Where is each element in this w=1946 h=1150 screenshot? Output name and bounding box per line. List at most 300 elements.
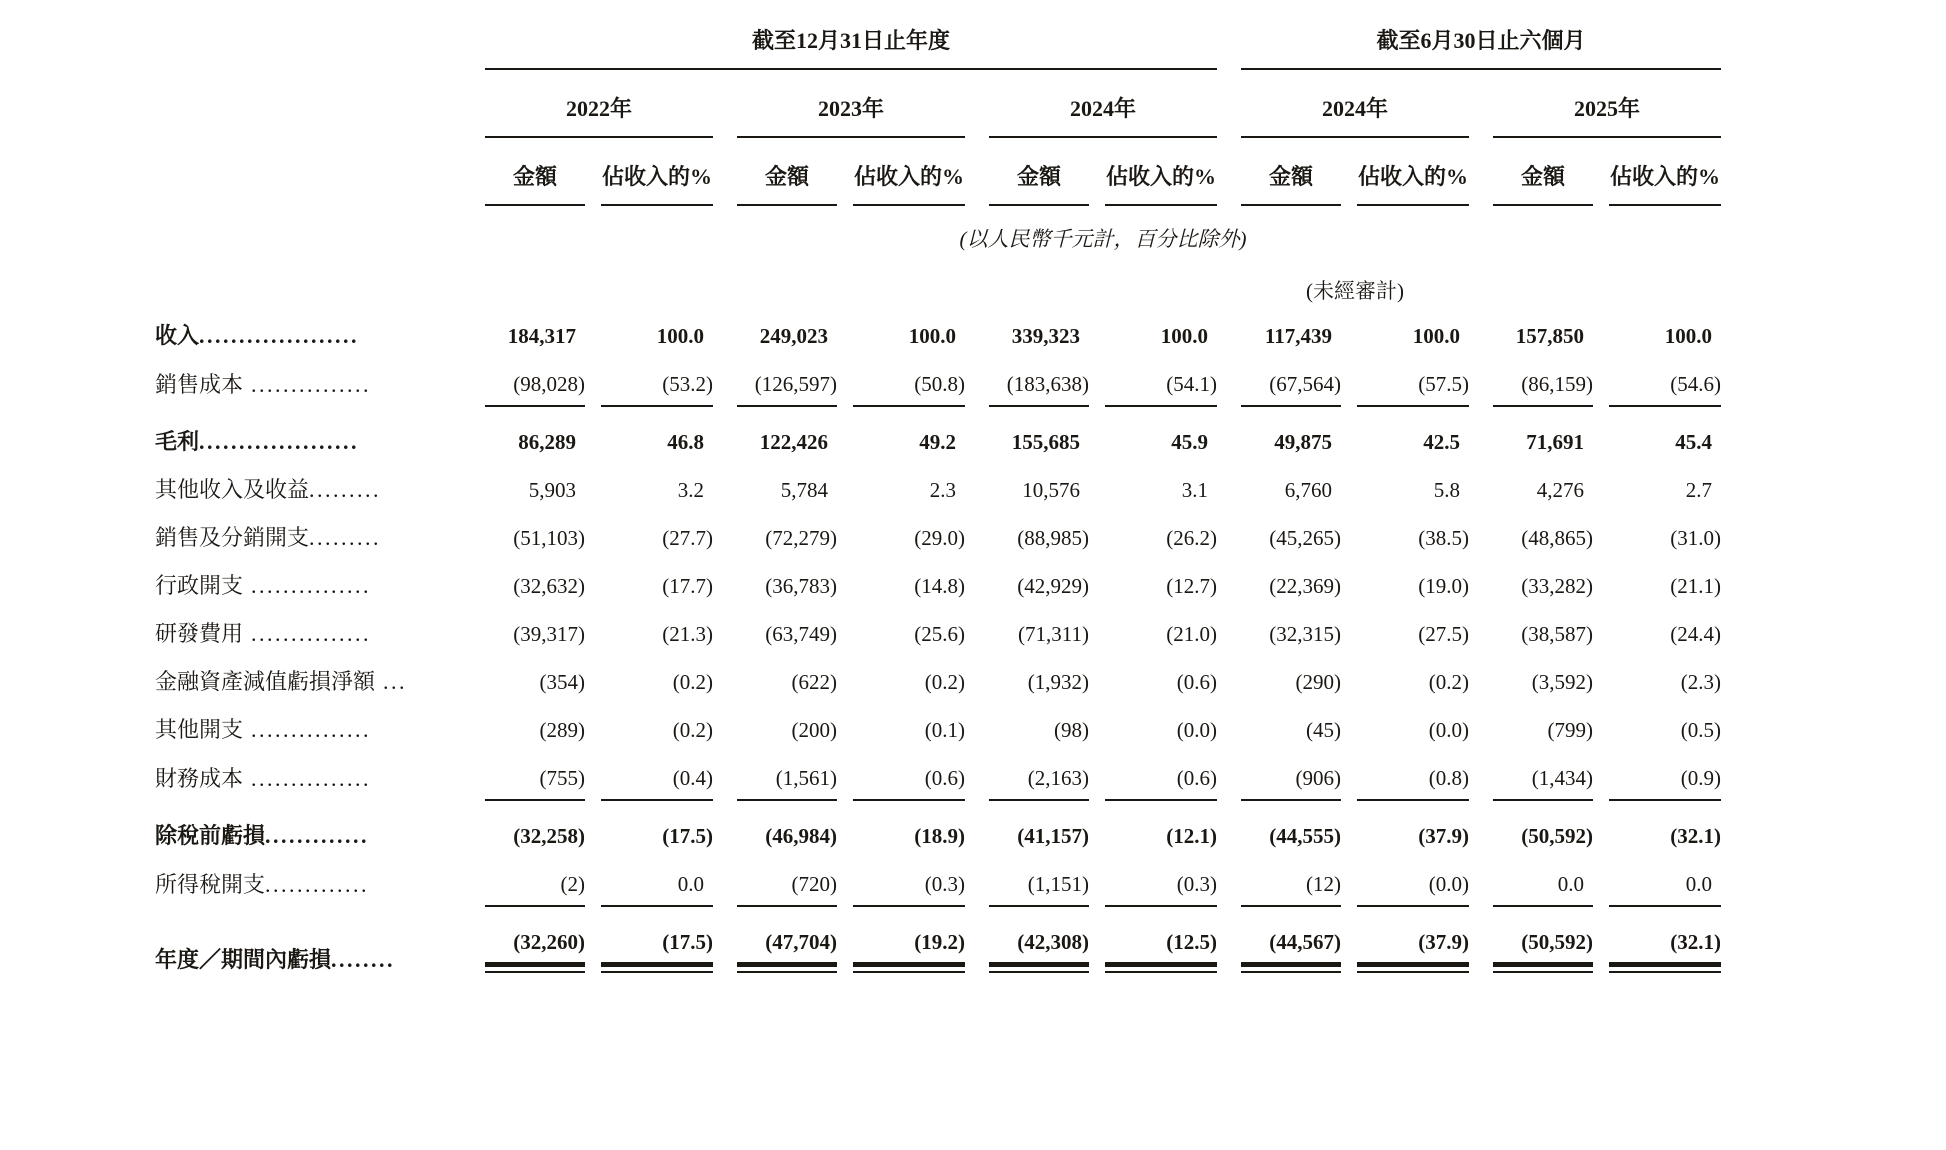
spacer	[713, 70, 737, 138]
percent-cell	[853, 310, 965, 358]
row-label	[155, 704, 485, 752]
spacer	[585, 407, 601, 464]
amount-cell	[485, 358, 585, 407]
percent-of-revenue-header: 佔收入的%	[1357, 138, 1469, 206]
cell-value: (2,163)	[1027, 766, 1089, 790]
amount-cell	[485, 907, 585, 982]
spacer	[1217, 907, 1241, 982]
unaudited-note: (未經審計)	[1306, 279, 1404, 303]
cell-value: (0.6)	[1176, 766, 1217, 790]
spacer	[1089, 464, 1105, 512]
cell-value: 0.0	[1557, 872, 1584, 896]
currency-unit-note: (以人民幣千元計，百分比除外)	[959, 227, 1247, 251]
amount-cell	[737, 358, 837, 407]
percent-cell	[1609, 407, 1721, 464]
spacer	[585, 656, 601, 704]
percent-cell	[601, 512, 713, 560]
spacer	[585, 512, 601, 560]
percent-cell	[1357, 407, 1469, 464]
row-label	[155, 907, 485, 982]
cell-value: 122,426	[759, 430, 828, 454]
amount-cell	[1493, 407, 1593, 464]
percent-cell	[853, 560, 965, 608]
amount-cell	[737, 752, 837, 801]
spacer	[1341, 801, 1357, 858]
cell-value: 10,576	[1022, 478, 1080, 502]
spacer	[713, 656, 737, 704]
spacer	[1089, 512, 1105, 560]
cell-value: (1,151)	[1027, 872, 1089, 896]
year-header-row	[155, 70, 1721, 138]
percent-cell	[1105, 704, 1217, 752]
cell-value: (0.0)	[1176, 718, 1217, 742]
spacer	[585, 704, 601, 752]
cell-value: 3.2	[677, 478, 704, 502]
spacer	[1089, 608, 1105, 656]
amount-cell	[989, 310, 1089, 358]
cell-value: (21.0)	[1166, 622, 1217, 646]
percent-of-revenue-header: 佔收入的%	[1609, 138, 1721, 206]
financial-statement-table	[155, 20, 1721, 982]
percent-cell	[853, 752, 965, 801]
cell-value: (0.6)	[924, 766, 965, 790]
cell-value: (0.9)	[1680, 766, 1721, 790]
percent-of-revenue-header: 佔收入的%	[853, 138, 965, 206]
spacer	[837, 464, 853, 512]
spacer	[713, 560, 737, 608]
percent-cell	[1105, 560, 1217, 608]
cell-value: 49.2	[919, 430, 956, 454]
spacer	[1469, 704, 1493, 752]
spacer	[965, 801, 989, 858]
spacer	[1469, 907, 1493, 982]
percent-cell	[1357, 656, 1469, 704]
cell-value: (45,265)	[1269, 526, 1341, 550]
spacer	[1341, 310, 1357, 358]
cell-value: (67,564)	[1269, 372, 1341, 396]
spacer	[485, 258, 1217, 310]
cell-value: (17.5)	[662, 930, 713, 954]
cell-value: (799)	[1547, 718, 1593, 742]
cell-value: (32,315)	[1269, 622, 1341, 646]
spacer	[713, 907, 737, 982]
percent-cell	[1357, 310, 1469, 358]
row-label-text: 銷售成本	[155, 372, 244, 397]
spacer	[1089, 752, 1105, 801]
percent-cell	[1357, 801, 1469, 858]
spacer	[155, 70, 485, 138]
unaudited-note-row	[155, 258, 1721, 310]
amount-cell	[485, 704, 585, 752]
percent-cell	[1357, 358, 1469, 407]
double-rule	[1357, 962, 1469, 973]
percent-cell	[1609, 358, 1721, 407]
dot-leader: .............	[265, 823, 370, 848]
amount-cell	[1493, 752, 1593, 801]
row-label	[155, 858, 485, 907]
spacer	[1469, 310, 1493, 358]
cell-value: (12.5)	[1166, 930, 1217, 954]
amount-cell	[737, 608, 837, 656]
section-header-row	[155, 20, 1721, 70]
amount-cell	[989, 907, 1089, 982]
cell-value: 184,317	[507, 324, 576, 348]
amount-header: 金額	[1241, 138, 1341, 206]
spacer	[837, 907, 853, 982]
spacer	[1089, 138, 1105, 206]
cell-value: 5,784	[780, 478, 828, 502]
spacer	[1217, 560, 1241, 608]
table-row	[155, 907, 1721, 982]
percent-cell	[601, 560, 713, 608]
cell-value: (2)	[560, 872, 585, 896]
percent-cell	[601, 752, 713, 801]
amount-cell	[1241, 608, 1341, 656]
double-rule	[737, 962, 837, 973]
amount-cell	[485, 752, 585, 801]
spacer	[1341, 608, 1357, 656]
percent-cell	[601, 358, 713, 407]
percent-cell	[1105, 310, 1217, 358]
cell-value: (126,597)	[754, 372, 837, 396]
amount-cell	[989, 560, 1089, 608]
cell-value: (354)	[539, 670, 585, 694]
spacer	[965, 464, 989, 512]
cell-value: (0.3)	[924, 872, 965, 896]
cell-value: (88,985)	[1017, 526, 1089, 550]
percent-cell	[601, 858, 713, 907]
spacer	[585, 310, 601, 358]
spacer	[1341, 138, 1357, 206]
spacer	[1593, 858, 1609, 907]
spacer	[713, 608, 737, 656]
spacer	[1469, 407, 1493, 464]
spacer	[1469, 560, 1493, 608]
spacer	[837, 358, 853, 407]
spacer	[1217, 20, 1241, 70]
spacer	[1469, 358, 1493, 407]
percent-cell	[1609, 560, 1721, 608]
percent-cell	[1609, 704, 1721, 752]
row-label	[155, 560, 485, 608]
spacer	[1593, 358, 1609, 407]
spacer	[713, 858, 737, 907]
spacer	[1593, 907, 1609, 982]
spacer	[1469, 464, 1493, 512]
spacer	[1341, 512, 1357, 560]
table-row	[155, 752, 1721, 801]
spacer	[713, 801, 737, 858]
percent-cell	[1609, 801, 1721, 858]
spacer	[585, 752, 601, 801]
cell-value: (290)	[1295, 670, 1341, 694]
spacer	[585, 358, 601, 407]
cell-value: 42.5	[1423, 430, 1460, 454]
cell-value: 155,685	[1011, 430, 1080, 454]
row-label	[155, 512, 485, 560]
cell-value: (19.2)	[914, 930, 965, 954]
cell-value: (32,258)	[513, 824, 585, 848]
double-rule	[601, 962, 713, 973]
amount-cell	[1241, 907, 1341, 982]
amount-cell	[1493, 464, 1593, 512]
section-header-annual: 截至12月31日止年度	[485, 20, 1217, 70]
spacer	[585, 560, 601, 608]
spacer	[713, 464, 737, 512]
spacer	[1217, 70, 1241, 138]
amount-cell	[485, 512, 585, 560]
amount-header: 金額	[737, 138, 837, 206]
spacer	[1593, 310, 1609, 358]
percent-cell	[853, 704, 965, 752]
percent-cell	[1609, 608, 1721, 656]
spacer	[965, 358, 989, 407]
percent-of-revenue-header: 佔收入的%	[601, 138, 713, 206]
double-rule	[853, 962, 965, 973]
double-rule	[1609, 962, 1721, 973]
percent-cell	[1357, 907, 1469, 982]
percent-cell	[1105, 358, 1217, 407]
spacer	[585, 138, 601, 206]
spacer	[713, 407, 737, 464]
spacer	[837, 704, 853, 752]
amount-cell	[1493, 512, 1593, 560]
cell-value: (41,157)	[1017, 824, 1089, 848]
amount-cell	[1241, 752, 1341, 801]
amount-cell	[1493, 310, 1593, 358]
amount-cell	[1493, 560, 1593, 608]
percent-cell	[601, 801, 713, 858]
cell-value: (63,749)	[765, 622, 837, 646]
spacer	[1593, 801, 1609, 858]
cell-value: 100.0	[908, 324, 956, 348]
spacer	[1341, 560, 1357, 608]
cell-value: (27.5)	[1418, 622, 1469, 646]
percent-cell	[853, 656, 965, 704]
cell-value: (98)	[1054, 718, 1089, 742]
cell-value: (720)	[791, 872, 837, 896]
table-row	[155, 310, 1721, 358]
row-label-text: 其他開支	[155, 717, 244, 742]
spacer	[1217, 138, 1241, 206]
percent-cell	[1105, 656, 1217, 704]
cell-value: (14.8)	[914, 574, 965, 598]
percent-cell	[601, 407, 713, 464]
cell-value: (12.1)	[1166, 824, 1217, 848]
cell-value: 4,276	[1536, 478, 1584, 502]
double-rule	[1105, 962, 1217, 973]
spacer	[1469, 801, 1493, 858]
spacer	[1217, 258, 1241, 310]
spacer	[1593, 704, 1609, 752]
percent-cell	[1105, 907, 1217, 982]
dot-leader: ........	[331, 947, 396, 972]
spacer	[1493, 258, 1721, 310]
year-label-2024-interim: 2024年	[1241, 70, 1469, 138]
cell-value: (0.0)	[1428, 872, 1469, 896]
cell-value: (0.8)	[1428, 766, 1469, 790]
cell-value: 5.8	[1433, 478, 1460, 502]
spacer	[1217, 656, 1241, 704]
percent-cell	[601, 704, 713, 752]
cell-value: 339,323	[1011, 324, 1080, 348]
cell-value: 2.3	[929, 478, 956, 502]
spacer	[965, 752, 989, 801]
cell-value: (51,103)	[513, 526, 585, 550]
cell-value: (38,587)	[1521, 622, 1593, 646]
spacer	[1089, 407, 1105, 464]
cell-value: (45)	[1306, 718, 1341, 742]
amount-cell	[737, 858, 837, 907]
amount-cell	[989, 358, 1089, 407]
percent-cell	[853, 907, 965, 982]
double-rule	[1493, 962, 1593, 973]
spacer	[1089, 858, 1105, 907]
table-body	[155, 310, 1721, 982]
table-row	[155, 858, 1721, 907]
cell-value: (32,632)	[513, 574, 585, 598]
cell-value: (54.1)	[1166, 372, 1217, 396]
amount-cell	[1493, 801, 1593, 858]
cell-value: (0.6)	[1176, 670, 1217, 694]
table-row	[155, 656, 1721, 704]
cell-value: (48,865)	[1521, 526, 1593, 550]
amount-cell	[485, 407, 585, 464]
cell-value: 0.0	[677, 872, 704, 896]
subcolumn-header-row	[155, 138, 1721, 206]
spacer	[965, 907, 989, 982]
spacer	[837, 656, 853, 704]
cell-value: (27.7)	[662, 526, 713, 550]
row-label	[155, 752, 485, 801]
row-label-text: 財務成本	[155, 766, 244, 791]
cell-value: (17.5)	[662, 824, 713, 848]
spacer	[965, 407, 989, 464]
cell-value: 46.8	[667, 430, 704, 454]
row-label-text: 除稅前虧損	[155, 823, 266, 848]
cell-value: 45.9	[1171, 430, 1208, 454]
percent-cell	[601, 907, 713, 982]
spacer	[1593, 560, 1609, 608]
cell-value: (36,783)	[765, 574, 837, 598]
amount-cell	[485, 560, 585, 608]
amount-cell	[1241, 656, 1341, 704]
cell-value: (37.9)	[1418, 930, 1469, 954]
percent-cell	[853, 608, 965, 656]
double-rule	[1241, 962, 1341, 973]
cell-value: (32.1)	[1670, 824, 1721, 848]
spacer	[1593, 608, 1609, 656]
cell-value: (22,369)	[1269, 574, 1341, 598]
amount-cell	[989, 858, 1089, 907]
double-rule	[485, 962, 585, 973]
cell-value: (0.2)	[672, 718, 713, 742]
cell-value: (31.0)	[1670, 526, 1721, 550]
spacer	[155, 20, 485, 70]
row-label	[155, 608, 485, 656]
percent-cell	[601, 656, 713, 704]
cell-value: (42,308)	[1017, 930, 1089, 954]
spacer	[837, 407, 853, 464]
dot-leader: ...............	[243, 573, 372, 598]
cell-value: (0.2)	[1428, 670, 1469, 694]
percent-cell	[1357, 752, 1469, 801]
cell-value: (32,260)	[513, 930, 585, 954]
cell-value: 249,023	[759, 324, 828, 348]
percent-cell	[1105, 608, 1217, 656]
cell-value: 45.4	[1675, 430, 1712, 454]
amount-cell	[1493, 858, 1593, 907]
percent-cell	[1609, 752, 1721, 801]
amount-cell	[485, 310, 585, 358]
cell-value: (2.3)	[1680, 670, 1721, 694]
table-row	[155, 801, 1721, 858]
spacer	[837, 801, 853, 858]
spacer	[1593, 407, 1609, 464]
amount-cell	[1493, 358, 1593, 407]
amount-cell	[989, 608, 1089, 656]
spacer	[1469, 752, 1493, 801]
cell-value: (98,028)	[513, 372, 585, 396]
amount-cell	[1493, 656, 1593, 704]
cell-value: (755)	[539, 766, 585, 790]
cell-value: (54.6)	[1670, 372, 1721, 396]
spacer	[1217, 858, 1241, 907]
spacer	[1341, 358, 1357, 407]
amount-cell	[1493, 907, 1593, 982]
amount-cell	[989, 407, 1089, 464]
spacer	[713, 752, 737, 801]
spacer	[1217, 752, 1241, 801]
unit-note-row	[155, 206, 1721, 258]
cell-value: (21.1)	[1670, 574, 1721, 598]
cell-value: 5,903	[528, 478, 576, 502]
spacer	[965, 858, 989, 907]
row-label-text: 行政開支	[155, 573, 244, 598]
percent-cell	[1609, 512, 1721, 560]
spacer	[837, 858, 853, 907]
spacer	[1217, 512, 1241, 560]
spacer	[585, 801, 601, 858]
spacer	[585, 464, 601, 512]
cell-value: (906)	[1295, 766, 1341, 790]
dot-leader: .............	[265, 872, 370, 897]
percent-cell	[1105, 464, 1217, 512]
cell-value: (1,434)	[1531, 766, 1593, 790]
amount-cell	[737, 704, 837, 752]
cell-value: (50,592)	[1521, 930, 1593, 954]
spacer	[155, 206, 485, 258]
percent-cell	[601, 464, 713, 512]
cell-value: (24.4)	[1670, 622, 1721, 646]
percent-cell	[1357, 464, 1469, 512]
spacer	[1089, 656, 1105, 704]
dot-leader: ....................	[199, 429, 360, 454]
cell-value: (42,929)	[1017, 574, 1089, 598]
dot-leader: ...............	[243, 766, 372, 791]
spacer	[837, 608, 853, 656]
spacer	[965, 138, 989, 206]
cell-value: (12.7)	[1166, 574, 1217, 598]
cell-value: (29.0)	[914, 526, 965, 550]
percent-cell	[1357, 608, 1469, 656]
table-row	[155, 704, 1721, 752]
percent-cell	[853, 358, 965, 407]
amount-cell	[737, 310, 837, 358]
percent-cell	[1609, 907, 1721, 982]
cell-value: 100.0	[1664, 324, 1712, 348]
row-label	[155, 407, 485, 464]
